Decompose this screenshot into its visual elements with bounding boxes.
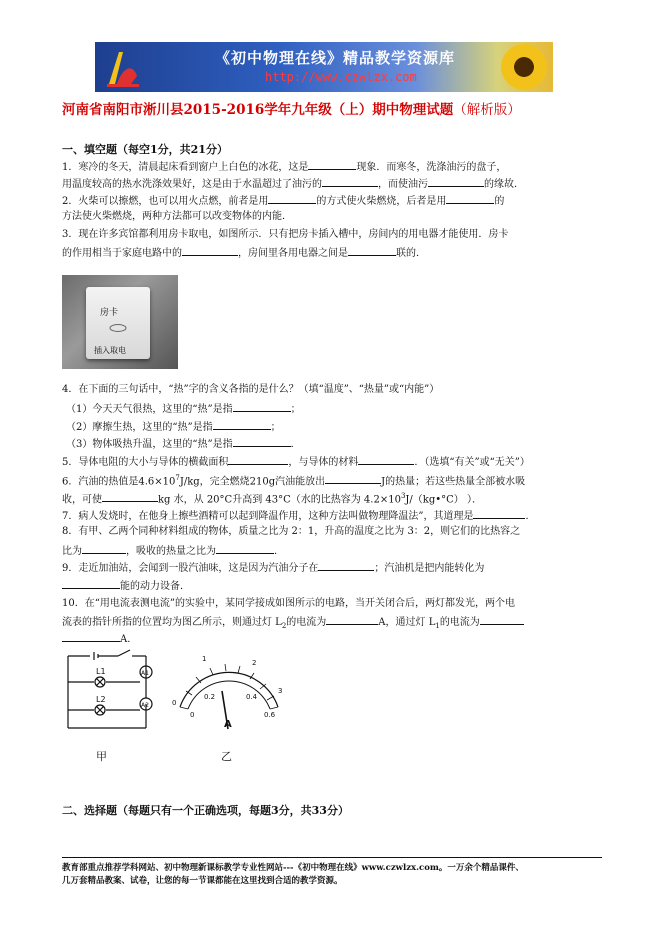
question-8-line-2	[62, 543, 284, 558]
question-9-line-2	[62, 578, 190, 593]
page-title-main: 河南省南阳市淅川县2015-2016学年九年级（上）期中物理试题	[62, 102, 454, 118]
q1-text: 1．寒冷的冬天，清晨起床看到窗户上白色的冰花，这是	[62, 162, 309, 173]
question-6-line-2	[62, 490, 482, 506]
q4-text: （1）今天天气很热，这里的“热”是指	[66, 404, 233, 415]
q7-text: 7．病人发烧时，在他身上擦些酒精可以起到降温作用，这种方法叫做物理降温法”，其道理是	[62, 511, 474, 522]
q5-text: ，与导体的材料	[288, 457, 359, 468]
banner-url[interactable]: http://www.czwlzx.com	[265, 70, 417, 84]
q9-blank-1[interactable]	[318, 560, 374, 571]
q10-text: A．	[120, 634, 138, 645]
q1-text: 用温度较高的热水洗涤效果好，这是由于水温超过了油污的	[62, 179, 322, 190]
header-banner	[95, 42, 553, 92]
q2-blank-1[interactable]	[268, 193, 316, 204]
q3-text: ，房间里各用电器之间是	[238, 248, 348, 259]
q4-text: ；	[270, 422, 281, 433]
question-1-line-1	[62, 159, 506, 174]
question-3-line-1: 3．现在许多宾馆都利用房卡取电，如图所示．只有把房卡插入槽中，房间内的用电器才能使用．房卡	[62, 229, 509, 240]
question-9-line-1	[62, 560, 484, 575]
q4-text: ．	[290, 439, 301, 450]
question-10-line-1: 10．在“用电流表测电流”的实验中，某同学接成如图所示的电路，当开关闭合后，两灯都发光，两个电	[62, 598, 515, 609]
page-title	[62, 98, 622, 118]
q4-text: （2）摩擦生热，这里的“热”是指	[66, 422, 213, 433]
q4-blank-1[interactable]	[233, 401, 291, 412]
footer-line-1: 教育部重点推荐学科网站、初中物理新课标教学专业性网站---《初中物理在线》www.czwlzx.com。一万余个精品课件、	[62, 863, 524, 873]
q6-text: 收，可使	[62, 494, 102, 506]
q4-blank-3[interactable]	[233, 436, 291, 447]
q4-blank-2[interactable]	[213, 419, 271, 430]
q6-text: 6．汽油的热值是4.6×10	[62, 476, 176, 488]
question-8-line-1: 8．有甲、乙两个同种材料组成的物体，质量之比为 2：1，升高的温度之比为 3：2，则它们的比热容之	[62, 526, 521, 537]
ammeter-a1-label: A1	[141, 670, 149, 677]
question-3-line-2	[62, 245, 426, 260]
q8-text: ．	[274, 546, 284, 557]
scale-0-outer: 0	[172, 699, 177, 707]
q10-blank-1[interactable]	[326, 614, 378, 625]
figure-label-a: 甲	[96, 750, 107, 763]
circuit-diagram	[60, 648, 160, 740]
q2-blank-2[interactable]	[446, 193, 494, 204]
q5-blank-1[interactable]	[228, 454, 288, 465]
q1-text: 的缘故．	[484, 179, 524, 190]
q2-text: 的	[494, 196, 505, 207]
q3-text: 联的．	[396, 248, 426, 259]
q10-blank-2[interactable]	[480, 614, 524, 625]
q6-text: kg 水，从 20°C升高到 43°C（水的比热容为 4.2×10	[158, 494, 401, 506]
q9-text: 9．走近加油站，会闻到一股汽油味，这是因为汽油分子在	[62, 563, 319, 574]
ammeter-a2-label: A2	[141, 702, 149, 709]
question-4-item-1	[66, 401, 301, 416]
page-title-suffix: （解析版）	[453, 102, 521, 118]
ammeter-dial	[168, 655, 288, 735]
q6-blank-2[interactable]	[102, 491, 158, 502]
scale-0-inner: 0	[190, 711, 195, 719]
q8-text: ，吸收的热量之比为	[126, 546, 216, 557]
scale-0-2: 0.2	[204, 693, 216, 701]
q1-blank-3[interactable]	[428, 176, 484, 187]
q6-text: J/kg，完全燃烧210g汽油能放出	[179, 476, 326, 488]
q3-text: 的作用相当于家庭电路中的	[62, 248, 182, 259]
q4-text: ；	[290, 404, 301, 415]
scale-0-6: 0.6	[264, 711, 276, 719]
question-7	[62, 508, 535, 523]
q8-blank-1[interactable]	[82, 543, 126, 554]
room-card-photo	[62, 275, 178, 369]
q9-blank-2[interactable]	[62, 578, 120, 589]
scale-0-4: 0.4	[246, 693, 258, 701]
q6-text: J/（kg•°C） ）．	[405, 494, 482, 506]
q9-text: 能的动力设备．	[120, 581, 190, 592]
q10-text: 流表的指针所指的位置均为图乙所示，则通过灯 L	[62, 617, 282, 628]
q8-text: 比为	[62, 546, 82, 557]
q2-text: 的方式使火柴燃烧，后者是用	[316, 196, 447, 207]
q6-text: J的热量；若这些热量全部被水吸	[381, 476, 526, 488]
q7-blank-1[interactable]	[473, 508, 525, 519]
q9-text: ；汽油机是把内能转化为	[374, 563, 485, 574]
scale-1: 1	[202, 655, 207, 663]
q7-text: ．	[525, 511, 536, 522]
scale-3: 3	[278, 687, 283, 695]
q10-subscript: 2	[281, 622, 287, 630]
section-heading-fill-in: 一、填空题（每空1分，共21分）	[62, 143, 228, 156]
lamp-l1-label: L1	[96, 667, 106, 676]
room-card-label: 房卡	[100, 308, 119, 318]
q3-blank-2[interactable]	[348, 245, 396, 256]
q2-text: 2．火柴可以擦燃，也可以用火点燃，前者是用	[62, 196, 269, 207]
room-card	[86, 287, 150, 359]
section-heading-choice: 二、选择题（每题只有一个正确选项，每题3分，共33分）	[62, 804, 349, 817]
question-10-line-3	[62, 631, 137, 646]
q10-blank-3[interactable]	[62, 631, 120, 642]
question-5	[62, 454, 530, 469]
q10-text: 的电流为	[439, 617, 480, 628]
question-2-line-1	[62, 193, 504, 208]
q10-subscript: 1	[435, 622, 440, 630]
q5-text: 5．导体电阻的大小与导体的横截面积	[62, 457, 229, 468]
footer-line-2: 几万套精品教案、试卷，让您的每一节课都能在这里找到合适的教学资源。	[62, 876, 343, 886]
q1-blank-2[interactable]	[322, 176, 378, 187]
q3-blank-1[interactable]	[182, 245, 238, 256]
q6-blank-1[interactable]	[325, 473, 381, 484]
sunflower-icon	[501, 44, 547, 90]
card-chip-icon	[108, 323, 128, 333]
banner-title: 《初中物理在线》精品教学资源库	[215, 49, 456, 67]
q5-blank-2[interactable]	[358, 454, 414, 465]
site-logo-icon	[105, 46, 141, 88]
q10-text: A，通过灯 L	[378, 617, 436, 628]
question-4-item-3	[66, 436, 301, 451]
figure-label-b: 乙	[221, 750, 232, 763]
footer-divider	[62, 857, 602, 858]
q1-text: ，而使油污	[378, 179, 428, 190]
q1-blank-1[interactable]	[308, 159, 356, 170]
q1-text: 现象．而寒冬，洗涤油污的盘子，	[356, 162, 507, 173]
dial-unit-label: A	[224, 719, 232, 730]
q4-text: （3）物体吸热升温，这里的“热”是指	[66, 439, 233, 450]
lamp-l2-label: L2	[96, 695, 106, 704]
q6-exponent: 7	[175, 474, 180, 482]
question-4-intro: 4．在下面的三句话中，“热”字的含义各指的是什么？（填“温度”、“热量”或“内能”）	[62, 384, 440, 395]
question-6-line-1	[62, 472, 525, 488]
question-4-item-2	[66, 419, 281, 434]
q5-text: ．（选填“有关”或“无关”）	[414, 457, 530, 468]
q10-text: 的电流为	[286, 617, 327, 628]
switch-icon	[118, 650, 130, 656]
question-1-line-2	[62, 176, 524, 191]
q8-blank-2[interactable]	[216, 543, 274, 554]
slot-label: 插入取电	[94, 346, 126, 355]
q6-exponent: 3	[400, 492, 406, 500]
question-2-line-2: 方法使火柴燃烧，两种方法都可以改变物体的内能．	[62, 211, 292, 222]
page-footer	[62, 862, 622, 888]
scale-2: 2	[252, 659, 257, 667]
